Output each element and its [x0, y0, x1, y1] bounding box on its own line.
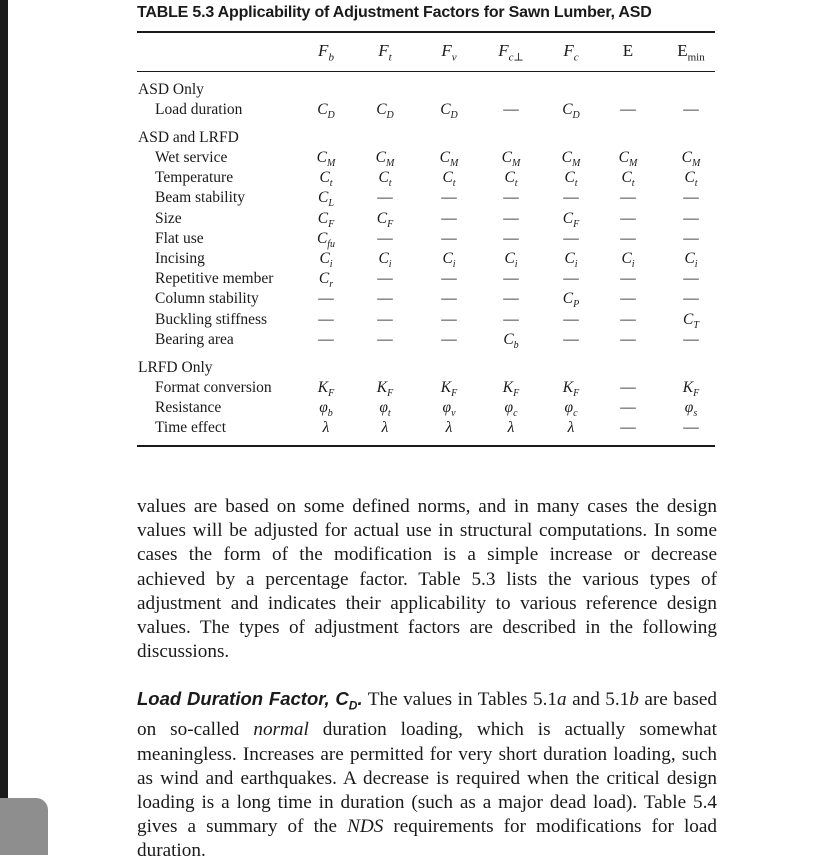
table-cell: — [620, 270, 636, 288]
table-cell: $C_t$ [442, 169, 456, 190]
table-cell: — [683, 101, 699, 118]
table-cell: λ [322, 419, 330, 437]
table-header-rule [137, 71, 715, 72]
table-cell: $K_F$ [502, 379, 520, 400]
table-cell: λ [567, 419, 575, 437]
table-cell: — [620, 189, 636, 207]
table-cell: $C_i$ [442, 250, 456, 271]
table-cell: $C_D$ [376, 101, 394, 122]
table-cell: $\varphi_t$ [379, 399, 391, 420]
table-cell: — [503, 310, 519, 328]
table-cell: $C_i$ [504, 250, 518, 271]
table-cell: — [377, 229, 393, 247]
row-label: Wet service [155, 149, 228, 166]
table-cell: $C_L$ [318, 189, 334, 210]
column-header-2: $F_v$ [441, 41, 457, 64]
row-label: Buckling stiffness [155, 310, 268, 328]
row-label: Format conversion [155, 379, 272, 396]
table-cell: $C_i$ [684, 250, 698, 271]
row-label: Resistance [155, 399, 222, 417]
row-label: Load duration [155, 101, 243, 118]
row-label: Size [155, 209, 182, 227]
table-cell: $C_t$ [319, 169, 333, 190]
table-cell: $K_F$ [317, 379, 335, 400]
table-cell: $C_i$ [621, 250, 635, 271]
table-cell: $C_D$ [317, 101, 335, 122]
table-cell: — [503, 229, 519, 247]
table-cell: $C_M$ [501, 149, 521, 170]
group-label: ASD and LRFD [138, 129, 239, 146]
table-title: TABLE 5.3 Applicability of Adjustment Factors for Sawn Lumber, ASD [137, 4, 652, 21]
table-cell: — [377, 290, 393, 308]
table-cell: — [563, 270, 579, 288]
column-header-1: $F_t$ [378, 41, 392, 64]
row-label: Bearing area [155, 330, 234, 348]
row-label: Column stability [155, 290, 259, 308]
table-cell: $C_T$ [683, 310, 699, 331]
table-cell: — [503, 101, 519, 118]
table-cell: — [441, 270, 457, 288]
row-label: Beam stability [155, 189, 245, 207]
table-cell: — [441, 290, 457, 308]
body-text [137, 495, 717, 864]
table-cell: λ [507, 419, 515, 437]
table-cell: $C_b$ [503, 330, 519, 351]
column-header-5: E [622, 41, 634, 60]
table-cell: — [683, 270, 699, 288]
table-cell: — [683, 229, 699, 247]
table-cell: $C_D$ [440, 101, 458, 122]
table-cell: $C_F$ [376, 209, 394, 230]
table-cell: $K_F$ [682, 379, 700, 400]
table-cell: — [377, 330, 393, 348]
table-cell: λ [381, 419, 389, 437]
group-label: LRFD Only [138, 359, 213, 376]
row-label: Time effect [155, 419, 227, 437]
table-cell: — [377, 310, 393, 328]
table-cell: $C_M$ [316, 149, 336, 170]
row-label: Temperature [155, 169, 234, 187]
table-top-rule [137, 31, 715, 33]
viewer-side-tab[interactable] [0, 798, 48, 855]
table-cell: — [503, 209, 519, 227]
table-cell: $C_M$ [561, 149, 581, 170]
table-cell: $C_t$ [564, 169, 578, 190]
table-cell: $C_t$ [621, 169, 635, 190]
row-label: Incising [155, 250, 205, 267]
table-cell: — [683, 189, 699, 207]
table-cell: — [563, 310, 579, 328]
table-cell: — [683, 419, 699, 437]
table-cell: — [441, 189, 457, 207]
table-cell: $C_t$ [684, 169, 698, 190]
table-cell: $\varphi_c$ [564, 399, 578, 420]
table-cell: — [620, 290, 636, 308]
table-cell: — [620, 101, 636, 118]
table-cell: $C_M$ [439, 149, 459, 170]
table-cell: — [563, 330, 579, 348]
table-cell: $\varphi_b$ [319, 399, 333, 420]
row-label: Flat use [155, 229, 204, 247]
table-cell: $C_i$ [378, 250, 392, 271]
table-cell: — [683, 209, 699, 227]
table-cell: — [563, 189, 579, 207]
table-cell: $C_{fu}$ [316, 229, 336, 250]
table-cell: $C_M$ [618, 149, 638, 170]
table-cell: — [620, 330, 636, 348]
table-cell: — [318, 330, 334, 348]
table-cell: $C_i$ [319, 250, 333, 271]
table-cell: $K_F$ [562, 379, 580, 400]
table-cell: $C_P$ [562, 290, 580, 311]
paragraph-load-duration: Load Duration Factor, $C_D$. The values in Tables 5.1a and 5.1b are based on so-called normal duration loading, which is actually somewhat meaningless. Increases are permitted for very short duration loading, such as wind and earthquakes. A decrease is required when the critical design loading is a long time in duration (such as a major dead load). Table 5.4 gives a summary of the NDS requirements for modifications for load duration. [137, 688, 717, 862]
table-cell: $C_D$ [562, 101, 580, 122]
table-cell: — [441, 229, 457, 247]
table-cell: — [318, 290, 334, 308]
table-cell: $C_t$ [504, 169, 518, 190]
table-cell: — [683, 290, 699, 308]
table-cell: $C_t$ [378, 169, 392, 190]
table-cell: $C_M$ [681, 149, 701, 170]
row-label: Repetitive member [155, 270, 274, 288]
table-cell: — [441, 330, 457, 348]
table-cell: $C_i$ [564, 250, 578, 271]
table-cell: — [441, 310, 457, 328]
table-cell: — [620, 310, 636, 328]
table-cell: $C_F$ [317, 209, 335, 230]
table-cell: — [620, 209, 636, 227]
column-header-6: $E_{min}$ [677, 41, 705, 64]
table-cell: $\varphi_v$ [442, 399, 456, 420]
column-header-0: $F_b$ [318, 41, 334, 64]
table-cell: — [563, 229, 579, 247]
table-cell: — [683, 330, 699, 348]
table-cell: — [441, 209, 457, 227]
table-cell: $K_F$ [376, 379, 394, 400]
table-cell: λ [445, 419, 453, 437]
table-cell: — [620, 229, 636, 247]
paragraph-intro: values are based on some defined norms, and in many cases the design values will be adjusted for actual use in structural computations. In some cases the form of the modification is a simple increase or decrease achieved by a percentage factor. Table 5.3 lists the various types of adjustment and indicates their applicability to various reference design values. The types of adjustment factors are described in the following discussions. [137, 496, 717, 663]
table-cell: — [503, 270, 519, 288]
table-bottom-rule [137, 445, 715, 447]
column-header-3: $F_{c\perp}$ [498, 41, 524, 64]
viewer-left-edge [0, 0, 8, 798]
table-cell: $\varphi_c$ [504, 399, 518, 420]
table-cell: — [377, 189, 393, 207]
table-cell: $C_F$ [562, 209, 580, 230]
table-cell: — [620, 379, 636, 396]
group-label: ASD Only [138, 81, 204, 98]
table-cell: — [377, 270, 393, 288]
table-cell: $\varphi_s$ [684, 399, 698, 420]
table-cell: — [620, 399, 636, 417]
table-cell: $C_M$ [375, 149, 395, 170]
table-cell: — [503, 290, 519, 308]
table-cell: $C_r$ [318, 270, 334, 291]
table-cell: — [503, 189, 519, 207]
table-cell: — [318, 310, 334, 328]
table-cell: $K_F$ [440, 379, 458, 400]
column-header-4: $F_c$ [563, 41, 579, 64]
load-duration-heading: Load Duration Factor, $C_D$. [137, 688, 363, 714]
table-cell: — [620, 419, 636, 437]
